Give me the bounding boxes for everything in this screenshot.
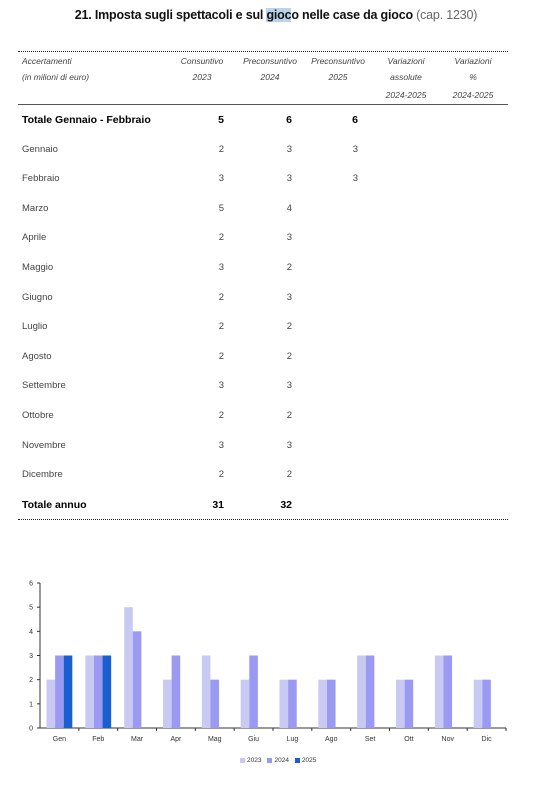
page-title — [0, 8, 552, 22]
legend-swatch-2023 — [240, 758, 245, 763]
title-prefix: 21. Imposta sugli spettacoli e sul — [74, 8, 267, 22]
x-tick-label: Gen — [52, 736, 67, 743]
header-col1-line1: Consuntivo — [180, 56, 224, 66]
cell-2024: 4 — [286, 202, 292, 214]
table-top-rule — [18, 51, 508, 52]
cell-2024: 2 — [286, 410, 292, 421]
title-highlight: gioc — [266, 8, 292, 22]
cell-2023: 2 — [218, 469, 224, 481]
legend-label-2024: 2024 — [274, 757, 289, 764]
bar-2024-feb — [94, 656, 103, 729]
cell-2025: 3 — [352, 143, 358, 155]
header-col0-line2: (in milioni di euro) — [22, 72, 90, 82]
row-label: Marzo — [22, 202, 49, 214]
legend-item-2024 — [267, 757, 288, 764]
x-tick-label: Dic — [481, 736, 492, 743]
legend-swatch-2025 — [295, 758, 300, 763]
header-col4-line3: 2024-2025 — [385, 90, 427, 100]
table-row — [22, 380, 492, 398]
x-tick-label: Giu — [248, 736, 260, 743]
cell-2023: 5 — [218, 114, 224, 126]
header-col5-line2: % — [469, 72, 477, 82]
row-label: Aprile — [22, 232, 47, 244]
header-col3-line2: 2025 — [328, 72, 348, 82]
cell-2024: 3 — [286, 232, 292, 244]
header-col5-line1: Variazioni — [454, 56, 492, 66]
legend-swatch-2024 — [267, 758, 272, 763]
cell-2024: 3 — [286, 291, 292, 303]
y-tick-label: 4 — [29, 628, 33, 636]
bar-2024-nov — [443, 656, 452, 729]
table-row — [22, 292, 492, 310]
header-col1-line2: 2023 — [192, 72, 212, 82]
legend-label-2023: 2023 — [247, 757, 262, 764]
bar-2025-gen — [64, 656, 73, 729]
row-label: Maggio — [22, 262, 54, 273]
row-label: Settembre — [22, 380, 66, 392]
row-label: Novembre — [22, 439, 66, 451]
cell-2024: 3 — [286, 173, 292, 185]
table-bottom-rule — [18, 519, 508, 520]
bar-2023-set — [357, 656, 366, 729]
row-label: Giugno — [22, 291, 53, 303]
table-row — [22, 321, 492, 339]
bar-2023-feb — [85, 656, 94, 729]
header-col0-line1: Accertamenti — [22, 56, 72, 66]
table-row — [22, 144, 492, 162]
header-bottom-rule — [18, 104, 508, 105]
y-tick-label: 0 — [29, 725, 33, 733]
bar-2023-dic — [474, 680, 483, 728]
table-row — [22, 203, 492, 221]
row-label: Totale Gennaio - Febbraio — [22, 114, 151, 126]
x-tick-label: Mar — [131, 736, 144, 743]
y-tick-label: 5 — [29, 604, 33, 612]
cell-2025: 6 — [352, 114, 358, 126]
cell-2023: 2 — [218, 321, 224, 333]
table-row — [22, 469, 492, 487]
table-row — [22, 351, 492, 369]
bar-2023-lug — [280, 680, 289, 728]
bar-2023-giu — [241, 680, 250, 728]
bar-2023-ago — [318, 680, 327, 728]
y-tick-label: 3 — [29, 653, 33, 660]
bar-2024-set — [366, 656, 375, 729]
cell-2023: 3 — [218, 173, 224, 185]
table-row — [22, 440, 492, 458]
bar-2024-dic — [482, 680, 491, 728]
bar-2024-mag — [210, 680, 219, 728]
x-tick-label: Mag — [207, 736, 222, 743]
row-label: Dicembre — [22, 469, 63, 481]
y-tick-label: 1 — [29, 701, 33, 709]
row-label: Gennaio — [22, 143, 58, 155]
row-label: Totale annuo — [22, 498, 87, 511]
cell-2024: 3 — [286, 380, 292, 392]
legend-item-2023 — [240, 757, 261, 764]
table-row — [22, 232, 492, 250]
x-tick-label: Feb — [92, 736, 105, 743]
row-label: Luglio — [22, 321, 48, 333]
x-tick-label: Set — [364, 736, 376, 743]
cell-2025: 3 — [352, 173, 358, 185]
cell-2024: 2 — [286, 350, 292, 362]
bar-2023-mag — [202, 656, 211, 729]
title-cap: (cap. 1230) — [416, 8, 478, 22]
cell-2023: 2 — [218, 350, 224, 362]
bar-2025-feb — [103, 656, 112, 729]
bar-2024-ago — [327, 680, 336, 728]
cell-2024: 6 — [286, 114, 292, 126]
legend-label-2025: 2025 — [301, 757, 317, 764]
bar-2024-ott — [405, 680, 414, 728]
bar-2023-nov — [435, 656, 444, 729]
row-label: Agosto — [22, 350, 52, 362]
table-row — [22, 114, 492, 132]
bar-chart — [0, 570, 552, 755]
x-tick-label: Ago — [325, 736, 338, 743]
bar-2024-apr — [172, 656, 181, 729]
bar-2024-mar — [133, 631, 142, 728]
legend-item-2025 — [295, 757, 316, 764]
title-suffix: o nelle case da gioco — [291, 8, 413, 22]
table-row — [22, 410, 492, 428]
x-tick-label: Apr — [170, 736, 182, 743]
cell-2023: 2 — [218, 291, 224, 303]
cell-2024: 2 — [286, 262, 292, 273]
header-col2-line1: Preconsuntivo — [243, 56, 297, 66]
cell-2024: 2 — [286, 469, 292, 481]
chart-legend — [240, 757, 316, 764]
cell-2023: 3 — [218, 262, 224, 273]
y-tick-label: 6 — [29, 580, 33, 588]
x-tick-label: Nov — [441, 736, 454, 743]
bar-2024-gen — [55, 656, 64, 729]
bar-2023-mar — [124, 607, 133, 728]
table-row — [22, 499, 492, 517]
cell-2024: 32 — [280, 498, 292, 511]
cell-2023: 5 — [218, 202, 224, 214]
header-col4-line1: Variazioni — [387, 56, 425, 66]
y-tick-label: 2 — [29, 677, 33, 685]
bar-2023-apr — [163, 680, 172, 728]
x-tick-label: Ott — [404, 736, 414, 743]
table-row — [22, 173, 492, 191]
cell-2024: 3 — [286, 143, 292, 155]
header-col5-line3: 2024-2025 — [452, 90, 494, 100]
bar-2023-ott — [396, 680, 405, 728]
cell-2023: 31 — [212, 498, 224, 511]
cell-2024: 2 — [286, 321, 292, 333]
cell-2023: 2 — [218, 232, 224, 244]
row-label: Febbraio — [22, 173, 60, 185]
x-tick-label: Lug — [286, 736, 299, 743]
bar-2024-giu — [249, 656, 258, 729]
row-label: Ottobre — [22, 410, 54, 421]
table-row — [22, 262, 492, 280]
cell-2023: 2 — [218, 143, 224, 155]
cell-2023: 3 — [218, 380, 224, 392]
header-col3-line1: Preconsuntivo — [311, 56, 365, 66]
bar-2023-gen — [47, 680, 56, 728]
bar-2024-lug — [288, 680, 297, 728]
cell-2023: 2 — [218, 410, 224, 421]
cell-2023: 3 — [218, 439, 224, 451]
header-col2-line2: 2024 — [260, 72, 280, 82]
cell-2024: 3 — [286, 439, 292, 451]
header-col4-line2: assolute — [390, 72, 422, 82]
